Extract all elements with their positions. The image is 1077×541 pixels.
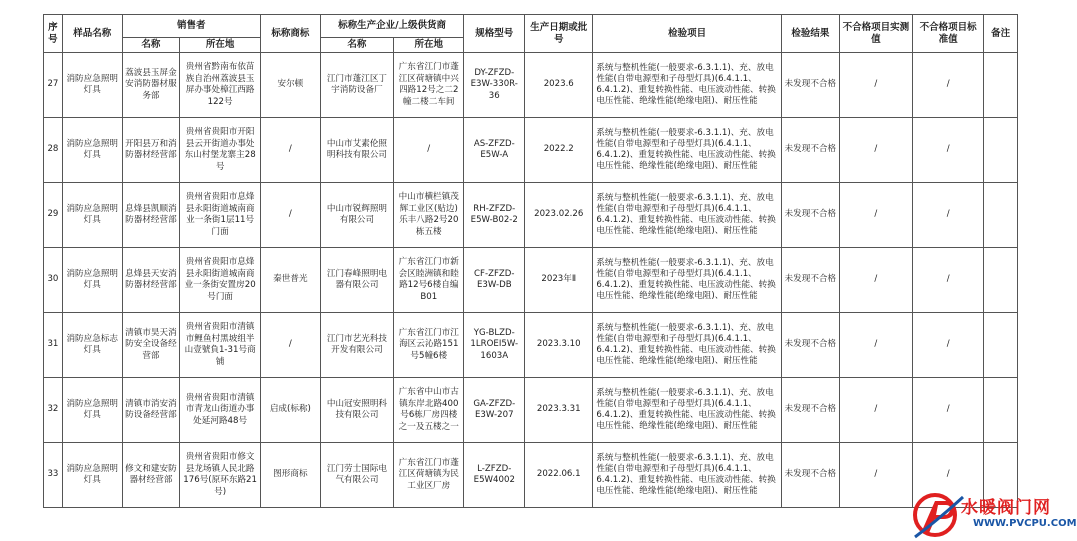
cell-seller-addr: 贵州省贵阳市清镇市鲤鱼村黑坡组半山壹號負1-31号商铺 bbox=[180, 313, 261, 378]
cell-trademark: 图形商标 bbox=[261, 443, 321, 508]
cell-fail-measured: / bbox=[839, 118, 912, 183]
cell-remark bbox=[984, 53, 1018, 118]
cell-remark bbox=[984, 118, 1018, 183]
cell-items: 系统与整机性能(一般要求-6.3.1.1)、充、放电性能(自带电源型和子母型灯具)(6.4.1.1、6.4.1.2)、重复转换性能、电压波动性能、转换电压性能、绝缘性能(绝缘电阻)、耐压性能 bbox=[593, 443, 782, 508]
cell-seller-name: 清镇市昊天消防安全设备经营部 bbox=[122, 313, 180, 378]
cell-items: 系统与整机性能(一般要求-6.3.1.1)、充、放电性能(自带电源型和子母型灯具)(6.4.1.1、6.4.1.2)、重复转换性能、电压波动性能、转换电压性能、绝缘性能(绝缘电阻)、耐压性能 bbox=[593, 118, 782, 183]
cell-items: 系统与整机性能(一般要求-6.3.1.1)、充、放电性能(自带电源型和子母型灯具)(6.4.1.1、6.4.1.2)、重复转换性能、电压波动性能、转换电压性能、绝缘性能(绝缘电阻)、耐压性能 bbox=[593, 53, 782, 118]
header-maker-name: 名称 bbox=[320, 38, 393, 53]
cell-date: 2023.6 bbox=[525, 53, 593, 118]
cell-seq: 32 bbox=[44, 378, 63, 443]
cell-trademark: / bbox=[261, 183, 321, 248]
cell-seq: 33 bbox=[44, 443, 63, 508]
cell-fail-measured: / bbox=[839, 53, 912, 118]
cell-result: 未发现不合格 bbox=[782, 118, 840, 183]
cell-seller-name: 修文和建安防器材经营部 bbox=[122, 443, 180, 508]
cell-maker-addr: 中山市横栏镇茂辉工业区(贴边)乐丰八路2号20栋五楼 bbox=[394, 183, 464, 248]
cell-model: DY-ZFZD-E3W-330R-36 bbox=[464, 53, 525, 118]
cell-maker-addr: / bbox=[394, 118, 464, 183]
site-watermark bbox=[913, 489, 1077, 539]
cell-maker-addr: 广东省江门市蓬江区荷塘镇中兴四路12号之二2幢二楼二车间 bbox=[394, 53, 464, 118]
cell-seq: 31 bbox=[44, 313, 63, 378]
header-result: 检验结果 bbox=[782, 15, 840, 53]
cell-fail-standard: / bbox=[913, 118, 984, 183]
cell-trademark: / bbox=[261, 313, 321, 378]
cell-model: L-ZFZD-E5W4002 bbox=[464, 443, 525, 508]
cell-trademark: 秦世普光 bbox=[261, 248, 321, 313]
cell-seller-addr: 贵州省贵阳市开阳县云开街道办事处东山村堡龙寨主28号 bbox=[180, 118, 261, 183]
cell-fail-measured: / bbox=[839, 443, 912, 508]
cell-maker-name: 江门春峰照明电器有限公司 bbox=[320, 248, 393, 313]
cell-maker-addr: 广东省中山市古镇东岸北路400号6栋厂房四楼之一及五楼之一 bbox=[394, 378, 464, 443]
table-row bbox=[44, 183, 1018, 248]
watermark-url: WWW.PVCPU.COM bbox=[973, 518, 1077, 529]
header-fail-measured: 不合格项目实测值 bbox=[839, 15, 912, 53]
cell-seller-addr: 贵州省黔南布依苗族自治州荔波县玉屏办事处樟江西路122号 bbox=[180, 53, 261, 118]
cell-seller-addr: 贵州省贵阳市息烽县永阳街道城南商业一条街1层11号门面 bbox=[180, 183, 261, 248]
header-product: 样品名称 bbox=[62, 15, 122, 53]
cell-maker-addr: 广东省江门市新会区睦洲镇和睦路12号6楼自编B01 bbox=[394, 248, 464, 313]
header-seq: 序号 bbox=[44, 15, 63, 53]
cell-seller-name: 清镇市消安消防设备经营部 bbox=[122, 378, 180, 443]
cell-seller-name: 开阳县万和消防器材经营部 bbox=[122, 118, 180, 183]
header-seller: 销售者 bbox=[122, 15, 260, 38]
header-maker: 标称生产企业/上级供货商 bbox=[320, 15, 464, 38]
cell-product: 消防应急照明灯具 bbox=[62, 248, 122, 313]
cell-seq: 30 bbox=[44, 248, 63, 313]
cell-trademark: 安尔顿 bbox=[261, 53, 321, 118]
cell-result: 未发现不合格 bbox=[782, 443, 840, 508]
cell-seq: 29 bbox=[44, 183, 63, 248]
cell-date: 2023.02.26 bbox=[525, 183, 593, 248]
header-maker-addr: 所在地 bbox=[394, 38, 464, 53]
inspection-table bbox=[43, 14, 1018, 508]
header-seller-addr: 所在地 bbox=[180, 38, 261, 53]
cell-seq: 28 bbox=[44, 118, 63, 183]
cell-seller-addr: 贵州省贵阳市清镇市青龙山街道办事处延河路48号 bbox=[180, 378, 261, 443]
cell-fail-standard: / bbox=[913, 183, 984, 248]
cell-fail-measured: / bbox=[839, 313, 912, 378]
table-row bbox=[44, 443, 1018, 508]
pipe-logo-icon bbox=[913, 489, 965, 539]
cell-product: 消防应急照明灯具 bbox=[62, 443, 122, 508]
cell-trademark: / bbox=[261, 118, 321, 183]
cell-seller-addr: 贵州省贵阳市息烽县永阳街道城南商业一条街安置房20号门面 bbox=[180, 248, 261, 313]
cell-seller-name: 息烽县凯顺消防器材经营部 bbox=[122, 183, 180, 248]
cell-fail-measured: / bbox=[839, 248, 912, 313]
cell-product: 消防应急照明灯具 bbox=[62, 183, 122, 248]
cell-model: CF-ZFZD-E3W-DB bbox=[464, 248, 525, 313]
table-row bbox=[44, 313, 1018, 378]
cell-result: 未发现不合格 bbox=[782, 183, 840, 248]
cell-fail-standard: / bbox=[913, 378, 984, 443]
cell-maker-name: 中山市艾素伦照明科技有限公司 bbox=[320, 118, 393, 183]
cell-seller-name: 息烽县天安消防器材经营部 bbox=[122, 248, 180, 313]
cell-maker-addr: 广东省江门市蓬江区荷塘镇为民工业区厂房 bbox=[394, 443, 464, 508]
cell-seq: 27 bbox=[44, 53, 63, 118]
cell-date: 2022.06.1 bbox=[525, 443, 593, 508]
table-row bbox=[44, 53, 1018, 118]
cell-maker-name: 中山冠安照明科技有限公司 bbox=[320, 378, 393, 443]
cell-fail-standard: / bbox=[913, 53, 984, 118]
cell-product: 消防应急标志灯具 bbox=[62, 313, 122, 378]
cell-fail-standard: / bbox=[913, 443, 984, 508]
cell-trademark: 启成(标称) bbox=[261, 378, 321, 443]
table-row bbox=[44, 378, 1018, 443]
header-items: 检验项目 bbox=[593, 15, 782, 53]
header-remark: 备注 bbox=[984, 15, 1018, 53]
cell-maker-addr: 广东省江门市江海区云沁路151号5幢6楼 bbox=[394, 313, 464, 378]
cell-items: 系统与整机性能(一般要求-6.3.1.1)、充、放电性能(自带电源型和子母型灯具)(6.4.1.1、6.4.1.2)、重复转换性能、电压波动性能、转换电压性能、绝缘性能(绝缘电阻)、耐压性能 bbox=[593, 313, 782, 378]
header-model: 规格型号 bbox=[464, 15, 525, 53]
cell-fail-measured: / bbox=[839, 378, 912, 443]
cell-model: GA-ZFZD-E3W-207 bbox=[464, 378, 525, 443]
cell-maker-name: 江门劳士国际电气有限公司 bbox=[320, 443, 393, 508]
cell-date: 2023.3.10 bbox=[525, 313, 593, 378]
cell-product: 消防应急照明灯具 bbox=[62, 53, 122, 118]
cell-date: 2023年Ⅱ bbox=[525, 248, 593, 313]
watermark-title: 水暖阀门网 bbox=[961, 498, 1051, 518]
cell-result: 未发现不合格 bbox=[782, 313, 840, 378]
cell-items: 系统与整机性能(一般要求-6.3.1.1)、充、放电性能(自带电源型和子母型灯具)(6.4.1.1、6.4.1.2)、重复转换性能、电压波动性能、转换电压性能、绝缘性能(绝缘电阻)、耐压性能 bbox=[593, 378, 782, 443]
cell-fail-standard: / bbox=[913, 248, 984, 313]
cell-maker-name: 江门市蓬江区丁宇消防设备厂 bbox=[320, 53, 393, 118]
cell-result: 未发现不合格 bbox=[782, 248, 840, 313]
table-row bbox=[44, 118, 1018, 183]
cell-product: 消防应急照明灯具 bbox=[62, 378, 122, 443]
cell-items: 系统与整机性能(一般要求-6.3.1.1)、充、放电性能(自带电源型和子母型灯具)(6.4.1.1、6.4.1.2)、重复转换性能、电压波动性能、转换电压性能、绝缘性能(绝缘电阻)、耐压性能 bbox=[593, 248, 782, 313]
cell-model: YG-BLZD-1LROEI5W-1603A bbox=[464, 313, 525, 378]
cell-model: AS-ZFZD-E5W-A bbox=[464, 118, 525, 183]
header-trademark: 标称商标 bbox=[261, 15, 321, 53]
cell-maker-name: 江门市艺光科技开发有限公司 bbox=[320, 313, 393, 378]
cell-product: 消防应急照明灯具 bbox=[62, 118, 122, 183]
cell-fail-measured: / bbox=[839, 183, 912, 248]
header-seller-name: 名称 bbox=[122, 38, 180, 53]
cell-remark bbox=[984, 378, 1018, 443]
table-row bbox=[44, 248, 1018, 313]
cell-date: 2023.3.31 bbox=[525, 378, 593, 443]
cell-maker-name: 中山市锐辉照明有限公司 bbox=[320, 183, 393, 248]
cell-result: 未发现不合格 bbox=[782, 378, 840, 443]
cell-items: 系统与整机性能(一般要求-6.3.1.1)、充、放电性能(自带电源型和子母型灯具)(6.4.1.1、6.4.1.2)、重复转换性能、电压波动性能、转换电压性能、绝缘性能(绝缘电阻)、耐压性能 bbox=[593, 183, 782, 248]
cell-seller-name: 荔波县玉屏金安消防器材服务部 bbox=[122, 53, 180, 118]
cell-fail-standard: / bbox=[913, 313, 984, 378]
header-fail-standard: 不合格项目标准值 bbox=[913, 15, 984, 53]
cell-model: RH-ZFZD-E5W-B02-2 bbox=[464, 183, 525, 248]
cell-date: 2022.2 bbox=[525, 118, 593, 183]
cell-remark bbox=[984, 248, 1018, 313]
header-date: 生产日期或批号 bbox=[525, 15, 593, 53]
cell-result: 未发现不合格 bbox=[782, 53, 840, 118]
cell-remark bbox=[984, 313, 1018, 378]
cell-seller-addr: 贵州省贵阳市修文县龙场镇人民北路176号(原环东路21号) bbox=[180, 443, 261, 508]
cell-remark bbox=[984, 183, 1018, 248]
